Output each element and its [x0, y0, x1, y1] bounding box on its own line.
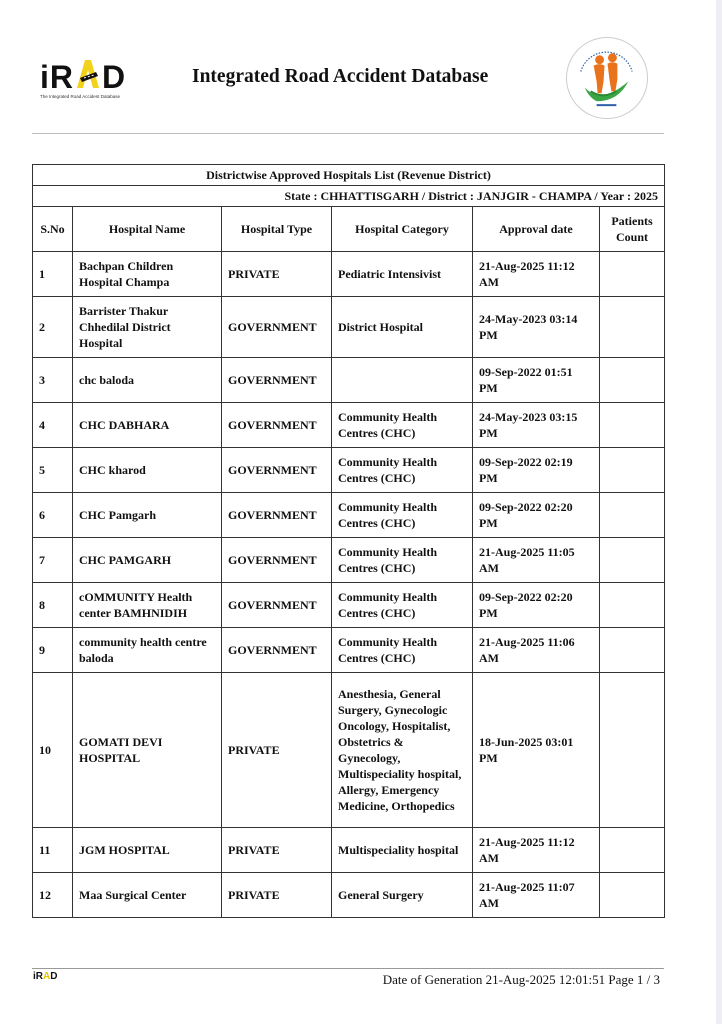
cell-hospital-type: GOVERNMENT: [222, 628, 332, 673]
table-row: [33, 252, 665, 297]
footer-logo-prefix: iR: [33, 971, 43, 982]
cell-sno: 10: [33, 673, 73, 828]
cell-hospital-category: Multispeciality hospital: [332, 828, 473, 873]
irad-logo-subtitle: The Integrated Road Accident Database: [40, 94, 121, 99]
cell-hospital-name: JGM HOSPITAL: [73, 828, 222, 873]
cell-sno: 12: [33, 873, 73, 918]
viewer-edge-strip: [716, 0, 722, 1024]
cell-hospital-category: General Surgery: [332, 873, 473, 918]
cell-hospital-name: GOMATI DEVI HOSPITAL: [73, 673, 222, 828]
cell-hospital-name: CHC Pamgarh: [73, 493, 222, 538]
cell-hospital-name: Barrister Thakur Chhedilal District Hospital: [73, 297, 222, 358]
cell-patients-count: [600, 628, 665, 673]
cell-hospital-name: CHC DABHARA: [73, 403, 222, 448]
cell-hospital-type: GOVERNMENT: [222, 358, 332, 403]
chhattisgarh-emblem-icon: [566, 37, 648, 119]
cell-hospital-category: District Hospital: [332, 297, 473, 358]
cell-hospital-type: PRIVATE: [222, 828, 332, 873]
cell-hospital-category: Community Health Centres (CHC): [332, 493, 473, 538]
cell-sno: 4: [33, 403, 73, 448]
table-row: [33, 583, 665, 628]
cell-sno: 7: [33, 538, 73, 583]
table-row: [33, 493, 665, 538]
table-row: [33, 673, 665, 828]
cell-approval-date: 18-Jun-2025 03:01 PM: [473, 673, 600, 828]
cell-approval-date: 09-Sep-2022 02:20 PM: [473, 583, 600, 628]
report-filter-row: [33, 186, 665, 207]
generation-date-and-page: Date of Generation 21-Aug-2025 12:01:51 Page 1 / 3: [382, 972, 660, 987]
cell-approval-date: 09-Sep-2022 02:19 PM: [473, 448, 600, 493]
page-header: [0, 0, 722, 140]
cell-approval-date: 24-May-2023 03:15 PM: [473, 403, 600, 448]
footer-divider: [32, 968, 664, 969]
cell-patients-count: [600, 583, 665, 628]
cell-hospital-category: Community Health Centres (CHC): [332, 403, 473, 448]
site-title: Integrated Road Accident Database: [192, 66, 489, 87]
cell-hospital-category: Pediatric Intensivist: [332, 252, 473, 297]
report-filter-line: State : CHHATTISGARH / District : JANJGIR - CHAMPA / Year : 2025: [33, 186, 665, 207]
cell-hospital-category: Community Health Centres (CHC): [332, 448, 473, 493]
cell-patients-count: [600, 828, 665, 873]
cell-hospital-type: GOVERNMENT: [222, 583, 332, 628]
cell-patients-count: [600, 873, 665, 918]
table-header-row: [33, 207, 665, 252]
cell-hospital-name: Bachpan Children Hospital Champa: [73, 252, 222, 297]
table-row: [33, 628, 665, 673]
cell-approval-date: 21-Aug-2025 11:12 AM: [473, 828, 600, 873]
cell-hospital-category: Community Health Centres (CHC): [332, 538, 473, 583]
cell-patients-count: [600, 493, 665, 538]
cell-hospital-name: Maa Surgical Center: [73, 873, 222, 918]
header-divider: [32, 133, 664, 134]
road-icon: [74, 58, 102, 88]
cell-hospital-category: Community Health Centres (CHC): [332, 583, 473, 628]
column-header-hospital-category: Hospital Category: [332, 207, 473, 252]
cell-approval-date: 21-Aug-2025 11:06 AM: [473, 628, 600, 673]
cell-hospital-category: Community Health Centres (CHC): [332, 628, 473, 673]
cell-patients-count: [600, 252, 665, 297]
cell-patients-count: [600, 403, 665, 448]
column-header-approval-date: Approval date: [473, 207, 600, 252]
irad-logo: [40, 58, 140, 100]
cell-sno: 8: [33, 583, 73, 628]
cell-approval-date: 09-Sep-2022 02:20 PM: [473, 493, 600, 538]
footer-irad-logo: [33, 971, 57, 982]
column-header-patients-count: Patients Count: [600, 207, 665, 252]
cell-patients-count: [600, 448, 665, 493]
irad-logo-prefix: iR: [40, 59, 74, 95]
cell-hospital-name: CHC kharod: [73, 448, 222, 493]
cell-sno: 11: [33, 828, 73, 873]
cell-hospital-name: cOMMUNITY Health center BAMHNIDIH: [73, 583, 222, 628]
irad-logo-a: [74, 58, 102, 93]
column-header-hospital-name: Hospital Name: [73, 207, 222, 252]
report-title-row: [33, 165, 665, 186]
cell-sno: 5: [33, 448, 73, 493]
table-row: [33, 358, 665, 403]
cell-patients-count: [600, 297, 665, 358]
cell-sno: 9: [33, 628, 73, 673]
cell-hospital-category: [332, 358, 473, 403]
cell-patients-count: [600, 358, 665, 403]
cell-hospital-type: GOVERNMENT: [222, 448, 332, 493]
cell-hospital-type: GOVERNMENT: [222, 493, 332, 538]
cell-hospital-type: GOVERNMENT: [222, 538, 332, 583]
column-header-hospital-type: Hospital Type: [222, 207, 332, 252]
hospitals-table: [32, 164, 665, 918]
cell-sno: 2: [33, 297, 73, 358]
cell-hospital-type: PRIVATE: [222, 873, 332, 918]
table-row: [33, 873, 665, 918]
footer-logo-a: A: [43, 971, 51, 982]
column-header-sno: S.No: [33, 207, 73, 252]
cell-approval-date: 21-Aug-2025 11:05 AM: [473, 538, 600, 583]
cell-patients-count: [600, 538, 665, 583]
table-row: [33, 448, 665, 493]
cell-hospital-type: PRIVATE: [222, 673, 332, 828]
cell-approval-date: 21-Aug-2025 11:07 AM: [473, 873, 600, 918]
cell-hospital-type: GOVERNMENT: [222, 297, 332, 358]
table-row: [33, 828, 665, 873]
footer-logo-suffix: D: [50, 971, 58, 982]
cell-hospital-name: chc baloda: [73, 358, 222, 403]
cell-sno: 1: [33, 252, 73, 297]
cell-approval-date: 24-May-2023 03:14 PM: [473, 297, 600, 358]
report-title: Districtwise Approved Hospitals List (Revenue District): [33, 165, 665, 186]
cell-hospital-type: GOVERNMENT: [222, 403, 332, 448]
table-row: [33, 403, 665, 448]
cell-hospital-type: PRIVATE: [222, 252, 332, 297]
cell-sno: 3: [33, 358, 73, 403]
cell-hospital-name: CHC PAMGARH: [73, 538, 222, 583]
cell-approval-date: 21-Aug-2025 11:12 AM: [473, 252, 600, 297]
cell-approval-date: 09-Sep-2022 01:51 PM: [473, 358, 600, 403]
cell-sno: 6: [33, 493, 73, 538]
cell-hospital-name: community health centre baloda: [73, 628, 222, 673]
cell-hospital-category: Anesthesia, General Surgery, Gynecologic Oncology, Hospitalist, Obstetrics & Gynecology, Multispeciality hospital, Allergy, Emergency Medicine, Orthopedics: [332, 673, 473, 828]
cell-patients-count: [600, 673, 665, 828]
table-row: [33, 538, 665, 583]
irad-logo-suffix: D: [102, 59, 127, 95]
table-row: [33, 297, 665, 358]
